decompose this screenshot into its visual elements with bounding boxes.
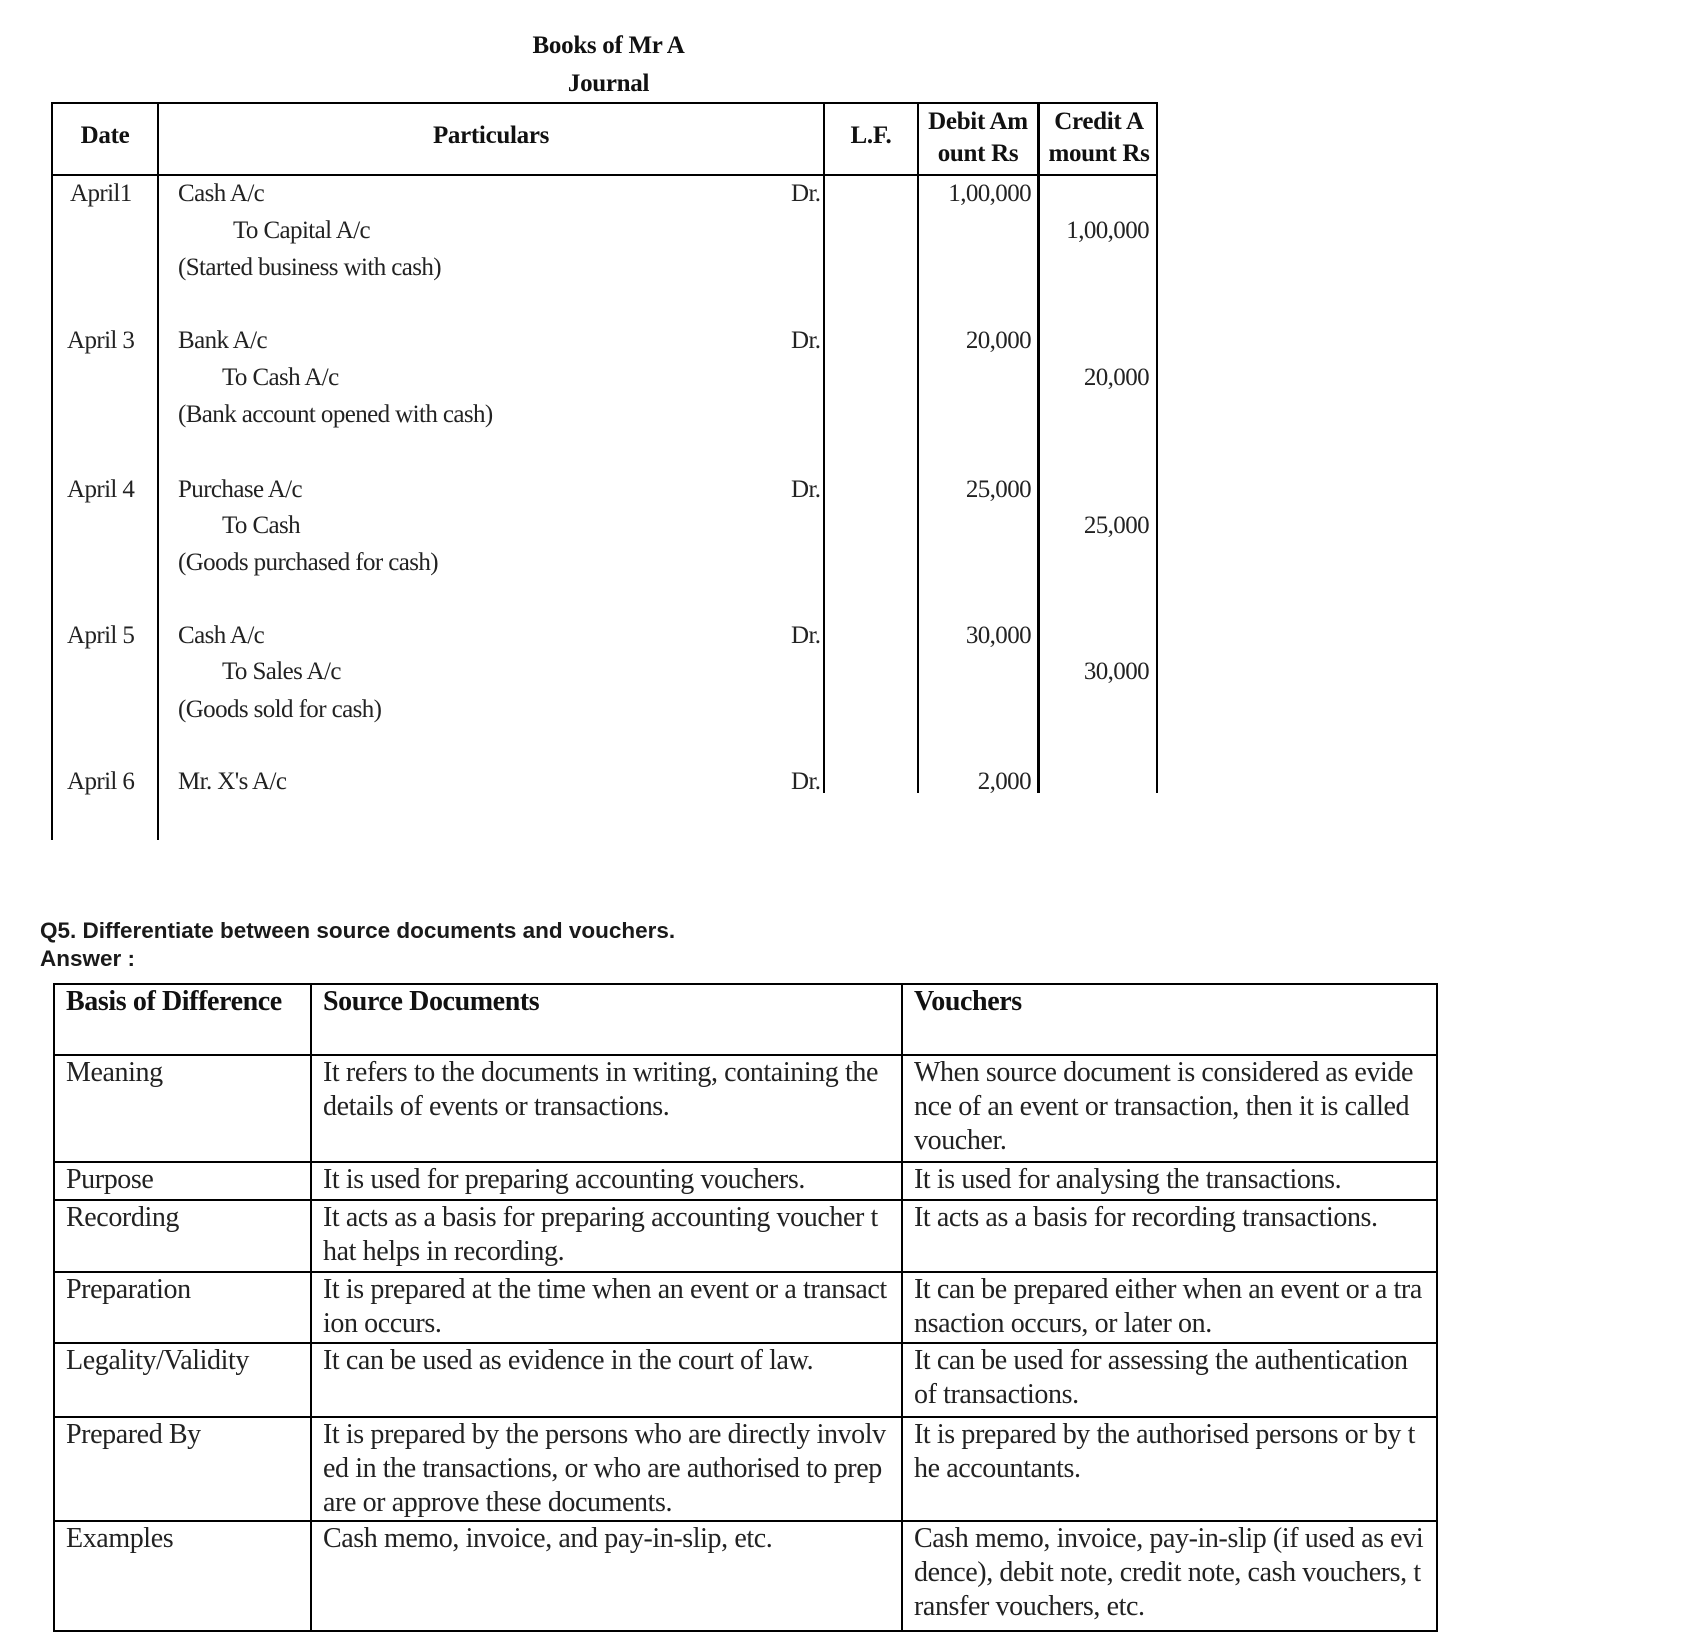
journal-header-lf: L.F. [850,122,892,149]
cell-basis: Recording [54,1200,311,1272]
entry-dr-label: Dr. [791,622,821,649]
journal-date-divider [157,102,159,840]
cell-source: It acts as a basis for preparing accounting voucher that helps in recording. [311,1200,902,1272]
table-row [54,1200,1437,1272]
cell-basis: Purpose [54,1162,311,1200]
entry-debit-account: Mr. X's A/c [178,768,287,795]
entry-narration: (Bank account opened with cash) [178,401,493,428]
header-basis: Basis of Difference [54,984,311,1055]
entry-dr-label: Dr. [791,327,821,354]
journal-header-credit [1040,106,1158,170]
cell-basis: Meaning [54,1055,311,1162]
journal-header-credit-line1: Credit A [1054,108,1144,135]
entry-credit-account: To Sales A/c [222,658,341,685]
table-row [54,1055,1437,1162]
journal-header-divider [51,174,1158,176]
entry-debit-amount: 25,000 [965,476,1031,503]
entry-credit-account: To Cash A/c [222,364,339,391]
journal-header-date: Date [80,122,130,149]
journal-right-border [1156,102,1158,793]
cell-source: It refers to the documents in writing, containing the details of events or transactions. [311,1055,902,1162]
entry-debit-account: Cash A/c [178,180,265,207]
comparison-table [53,983,1438,1632]
header-vouchers: Vouchers [902,984,1437,1055]
comparison-header-row [54,984,1437,1055]
entry-credit-amount: 25,000 [1083,512,1149,539]
entry-dr-label: Dr. [791,180,821,207]
journal-top-border [51,102,1158,104]
cell-voucher: When source document is considered as evidence of an event or transaction, then it is called voucher. [902,1055,1437,1162]
cell-basis: Legality/Validity [54,1343,311,1417]
entry-narration: (Goods sold for cash) [178,696,382,723]
entry-debit-amount: 30,000 [965,622,1031,649]
cell-voucher: Cash memo, invoice, pay-in-slip (if used as evidence), debit note, credit note, cash vouchers, transfer vouchers, etc. [902,1521,1437,1631]
journal-header-particulars: Particulars [432,122,550,149]
entry-debit-amount: 20,000 [965,327,1031,354]
cell-source: Cash memo, invoice, and pay-in-slip, etc. [311,1521,902,1631]
entry-credit-account: To Capital A/c [233,217,371,244]
table-row [54,1272,1437,1343]
journal-header-debit-line1: Debit Am [928,108,1028,135]
entry-debit-account: Purchase A/c [178,476,303,503]
entry-date: April 5 [67,622,135,649]
entry-debit-amount: 2,000 [977,768,1031,795]
entry-debit-amount: 1,00,000 [948,180,1031,207]
table-row [54,1521,1437,1631]
journal-debit-divider [1037,102,1040,793]
table-row [54,1343,1437,1417]
cell-basis: Prepared By [54,1417,311,1521]
table-row [54,1417,1437,1521]
cell-source: It is used for preparing accounting vouchers. [311,1162,902,1200]
cell-source: It is prepared by the persons who are directly involved in the transactions, or who are authorised to prepare or approve these documents. [311,1417,902,1521]
entry-date: April 6 [67,768,135,795]
entry-dr-label: Dr. [791,768,821,795]
cell-basis: Examples [54,1521,311,1631]
entry-credit-amount: 1,00,000 [1066,217,1149,244]
header-source-documents: Source Documents [311,984,902,1055]
cell-voucher: It can be used for assessing the authentication of transactions. [902,1343,1437,1417]
cell-voucher: It can be prepared either when an event or a transaction occurs, or later on. [902,1272,1437,1343]
journal-book-title: Books of Mr A [532,32,685,59]
entry-narration: (Started business with cash) [178,254,442,281]
cell-voucher: It is used for analysing the transactions. [902,1162,1437,1200]
journal-header-debit [919,106,1037,170]
entry-credit-amount: 20,000 [1083,364,1149,391]
cell-basis: Preparation [54,1272,311,1343]
entry-dr-label: Dr. [791,476,821,503]
entry-date: April 3 [67,327,135,354]
entry-debit-account: Bank A/c [178,327,267,354]
entry-date: April 4 [67,476,135,503]
entry-credit-amount: 30,000 [1083,658,1149,685]
cell-voucher: It is prepared by the authorised persons or by the accountants. [902,1417,1437,1521]
entry-date: April1 [70,180,132,207]
answer-label: Answer : [40,946,136,971]
cell-source: It is prepared at the time when an event or a transaction occurs. [311,1272,902,1343]
journal-title: Journal [567,70,650,97]
journal-header-debit-line2: ount Rs [937,140,1019,167]
journal-header-credit-line2: mount Rs [1048,140,1150,167]
entry-credit-account: To Cash [222,512,301,539]
journal-left-border [51,102,53,840]
cell-source: It can be used as evidence in the court of law. [311,1343,902,1417]
entry-narration: (Goods purchased for cash) [178,549,438,576]
question-title: Q5. Differentiate between source documents and vouchers. [40,918,676,943]
cell-voucher: It acts as a basis for recording transactions. [902,1200,1437,1272]
journal-particulars-divider [823,102,825,793]
table-row [54,1162,1437,1200]
entry-debit-account: Cash A/c [178,622,265,649]
